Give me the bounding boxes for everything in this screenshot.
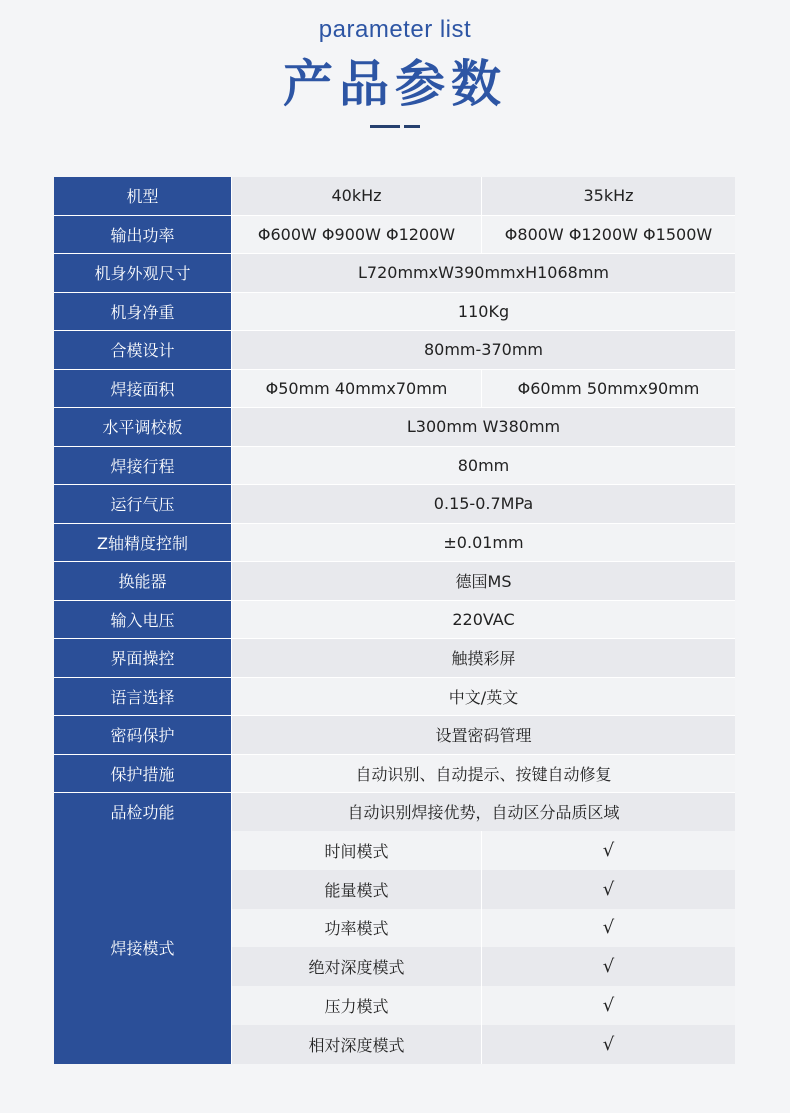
spec-label: 水平调校板 <box>54 408 232 446</box>
spec-label: 焊接行程 <box>54 447 232 485</box>
spec-row-weld-stroke <box>54 447 735 486</box>
welding-mode-name: 绝对深度模式 <box>232 947 482 986</box>
spec-value: Φ50mm 40mmx70mm <box>232 370 482 408</box>
welding-mode-row <box>232 831 735 870</box>
underline-segment-short <box>404 125 420 128</box>
spec-row-interface <box>54 639 735 678</box>
welding-mode-row <box>232 870 735 909</box>
spec-value: 80mm-370mm <box>232 331 735 369</box>
spec-row-model <box>54 177 735 216</box>
spec-value: Φ600W Φ900W Φ1200W <box>232 216 482 254</box>
spec-label: 品检功能 <box>54 793 232 831</box>
spec-row-transducer <box>54 562 735 601</box>
spec-row-air-pressure <box>54 485 735 524</box>
spec-value: 40kHz <box>232 177 482 215</box>
spec-row-protection <box>54 755 735 794</box>
underline-segment-long <box>370 125 400 128</box>
spec-value: 自动识别焊接优势，自动区分品质区域 <box>232 793 735 831</box>
spec-value: ±0.01mm <box>232 524 735 562</box>
spec-value: 0.15-0.7MPa <box>232 485 735 523</box>
welding-mode-name: 功率模式 <box>232 909 482 948</box>
spec-label: 机型 <box>54 177 232 215</box>
spec-value: 德国MS <box>232 562 735 600</box>
spec-label: 密码保护 <box>54 716 232 754</box>
welding-mode-row <box>232 986 735 1025</box>
page-subtitle: parameter list <box>318 16 472 43</box>
check-mark-icon: √ <box>602 956 615 978</box>
spec-value: Φ800W Φ1200W Φ1500W <box>482 216 735 254</box>
spec-label: 界面操控 <box>54 639 232 677</box>
welding-modes-label: 焊接模式 <box>54 831 232 1064</box>
welding-mode-row <box>232 947 735 986</box>
title-underline <box>370 125 420 128</box>
welding-mode-name: 能量模式 <box>232 870 482 909</box>
spec-label: 输出功率 <box>54 216 232 254</box>
spec-label: 输入电压 <box>54 601 232 639</box>
page-header <box>0 0 790 150</box>
spec-label: 保护措施 <box>54 755 232 793</box>
check-mark-icon: √ <box>602 1033 615 1055</box>
spec-label: Z轴精度控制 <box>54 524 232 562</box>
spec-label: 语言选择 <box>54 678 232 716</box>
spec-value: L300mm W380mm <box>232 408 735 446</box>
spec-value: 中文/英文 <box>232 678 735 716</box>
spec-row-mold-design <box>54 331 735 370</box>
check-mark-icon: √ <box>602 878 615 900</box>
spec-row-quality-check <box>54 793 735 832</box>
spec-label: 合模设计 <box>54 331 232 369</box>
spec-label: 运行气压 <box>54 485 232 523</box>
spec-label: 机身外观尺寸 <box>54 254 232 292</box>
spec-label: 机身净重 <box>54 293 232 331</box>
check-mark-icon: √ <box>602 839 615 861</box>
spec-label: 焊接面积 <box>54 370 232 408</box>
spec-value: 220VAC <box>232 601 735 639</box>
check-mark-icon: √ <box>602 995 615 1017</box>
spec-value: 设置密码管理 <box>232 716 735 754</box>
spec-value: 自动识别、自动提示、按键自动修复 <box>232 755 735 793</box>
welding-mode-name: 相对深度模式 <box>232 1025 482 1064</box>
spec-value: 110Kg <box>232 293 735 331</box>
spec-value: Φ60mm 50mmx90mm <box>482 370 735 408</box>
spec-value: 35kHz <box>482 177 735 215</box>
spec-row-z-precision <box>54 524 735 563</box>
spec-label: 换能器 <box>54 562 232 600</box>
welding-mode-name: 压力模式 <box>232 986 482 1025</box>
spec-row-password <box>54 716 735 755</box>
spec-table <box>54 177 735 1064</box>
welding-mode-row <box>232 909 735 948</box>
spec-row-leveling-plate <box>54 408 735 447</box>
spec-row-input-voltage <box>54 601 735 640</box>
spec-row-output-power <box>54 216 735 255</box>
spec-value: L720mmxW390mmxH1068mm <box>232 254 735 292</box>
check-mark-icon: √ <box>602 917 615 939</box>
welding-mode-row <box>232 1025 735 1064</box>
spec-row-weld-area <box>54 370 735 409</box>
spec-row-dimensions <box>54 254 735 293</box>
spec-row-weight <box>54 293 735 332</box>
spec-value: 触摸彩屏 <box>232 639 735 677</box>
spec-row-language <box>54 678 735 717</box>
page-title: 产品参数 <box>283 55 507 113</box>
welding-mode-name: 时间模式 <box>232 831 482 870</box>
spec-value: 80mm <box>232 447 735 485</box>
